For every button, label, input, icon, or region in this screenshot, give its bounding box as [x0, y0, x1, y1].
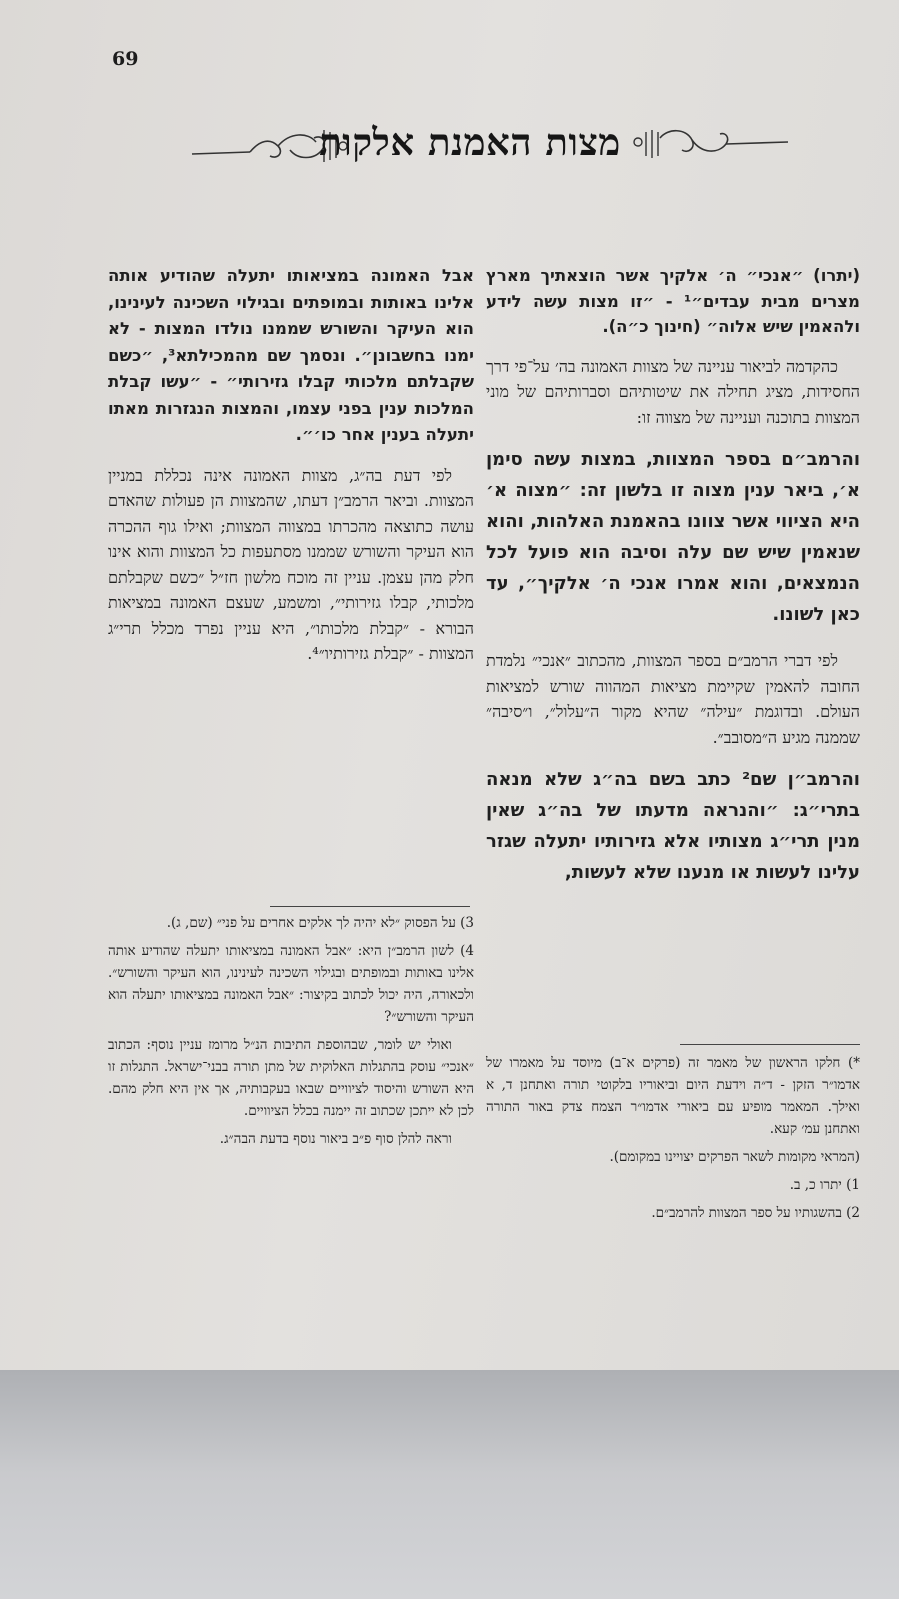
page-number: 69 — [112, 48, 139, 70]
footnote-sources-note: (המראי מקומות לשאר הפרקים יצויינו במקומם). — [609, 1149, 860, 1165]
surface-below-page — [0, 1370, 899, 1599]
footnote-4: 4) לשון הרמב״ן היא: ״אבל האמונה במציאותו יתעלה שהודיע אותה אלינו באותות ובמופתים ובגילוי השכינה לעינינו, הוא העיקר והשורש״. ולכאורה, היה יכול לכתוב בקיצור: ״אבל האמונה במציאותו יתעלה הוא העיקר והשורש״? — [108, 943, 474, 1025]
paragraph-rambam: והרמב״ם בספר המצוות, במצות עשה סימן א׳, ביאר ענין מצוה זו בלשון זה: ״מצוה א׳ היא הציווי אשר צוונו בהאמנת האלהות, והוא שנאמין שיש שם עלה וסיבה הוא פועל לכל הנמצאים, והוא אמרו אנכי ה׳ אלקיך״, עד כאן לשונו. — [486, 449, 860, 625]
footnotes-right — [486, 1052, 860, 1230]
footnote-4-see-also: וראה להלן סוף פ״ב ביאור נוסף בדעת הבה״ג. — [219, 1131, 452, 1147]
footnotes-left — [108, 912, 474, 1156]
paragraph-rambam-explanation: לפי דברי הרמב״ם בספר המצוות, מהכתוב ״אנכי״ נלמדת החובה להאמין שקיימת מציאות המהווה שורש למציאות העולם. ובדוגמת ״עילה״ שהיא מקור ה״עלול״, ו״סיבה״ שממנה מגיע ה״מסובב״. — [486, 651, 860, 747]
paragraph-ramban: והרמב״ן שם² כתב בשם בה״ג שלא מנאה בתרי״ג: ״והנראה מדעתו של בה״ג שאין מנין תרי״ג מצותיו אלא גזירותיו יתעלה שגזר עלינו לעשות או מנענו שלא לעשות, — [486, 769, 860, 883]
left-column — [108, 263, 474, 681]
page-title: מצות האמנת אלקות — [319, 120, 621, 164]
right-ornament-icon — [630, 120, 790, 166]
footnote-2: 2) בהשגותיו על ספר המצוות להרמב״ם. — [651, 1205, 860, 1221]
paragraph-bahag-opinion: לפי דעת בה״ג, מצוות האמונה אינה נכללת במניין המצוות. וביאר הרמב״ן דעתו, שהמצוות הן פעולות שהאדם עושה כתוצאה מהכרתו במצווה המצוות; ואילו גוף ההכרה הוא העיקר והשורש שממנו מסתעפות כל המצוות והוא אינו חלק מהן עצמן. עניין זה מוכח מלשון חז״ל ״כשם שקבלתם מלכותי, קבלו גזירותי״, ומשמע, שעצם האמונה במציאות הבורא - ״קבלת מלכותו״, היא עניין נפרד מכלל תרי״ג המצוות - ״קבלת גזירותיו״⁴. — [108, 465, 474, 663]
paragraph-verse: (יתרו) ״אנכי״ ה׳ אלקיך אשר הוצאתיך מארץ מצרים מבית עבדים״¹ - ״זו מצות עשה לידע ולהאמין שיש אלוה״ (חינוך כ״ה). — [486, 266, 860, 336]
footnote-3: 3) על הפסוק ״לא יהיה לך אלקים אחרים על פני״ (שם, ג). — [166, 915, 474, 931]
footnote-divider-left — [270, 906, 470, 907]
paragraph-intro: כהקדמה לביאור עניינה של מצוות האמונה בה׳ על־פי דרך החסידות, מציג תחילה את שיטותיהם וסברותיהם של מוני המצוות בתוכנה ועניינה של מצווה זו: — [486, 356, 860, 427]
right-column — [486, 263, 860, 906]
paragraph-ramban-continued: אבל האמונה במציאותו יתעלה שהודיע אותה אלינו באותות ובמופתים ובגילוי השכינה לעינינו, הוא העיקר והשורש שממנו נולדו המצות - לא ימנו בחשבונן״. ונסמך שם מהמכילתא³, ״כשם שקבלתם מלכותי קבלו גזירותי״ - ״עשו קבלת המלכות ענין בפני עצמו, והמצות הנגזרות מאתו יתעלה בענין אחר כו׳״. — [108, 266, 474, 444]
footnote-star: *) חלקו הראשון של מאמר זה (פרקים א־ב) מיוסד על מאמרו של אדמו״ר הזקן - ד״ה וידעת היום וביאוריו בלקוטי תורה ואתחנן ד, א ואילך. המאמר מופיע עם ביאורי אדמו״ר הצמח צדק באור התורה ואתחנן עמ׳ קעא. — [486, 1055, 860, 1137]
footnote-divider-right — [680, 1044, 860, 1045]
footnote-4-continued: ואולי יש לומר, שבהוספת התיבות הנ״ל מרומז עניין נוסף: הכתוב ״אנכי״ עוסק בהתגלות האלוקית של מתן תורה בבני־ישראל. התגלות זו היא השורש והיסוד לציוויים שבאו בעקבותיה, אך אין היא חלק מהם. לכן לא ייתכן שכתוב זה יימנה בכלל הציוויים. — [108, 1037, 474, 1119]
footnote-1: 1) יתרו כ, ב. — [789, 1177, 860, 1193]
